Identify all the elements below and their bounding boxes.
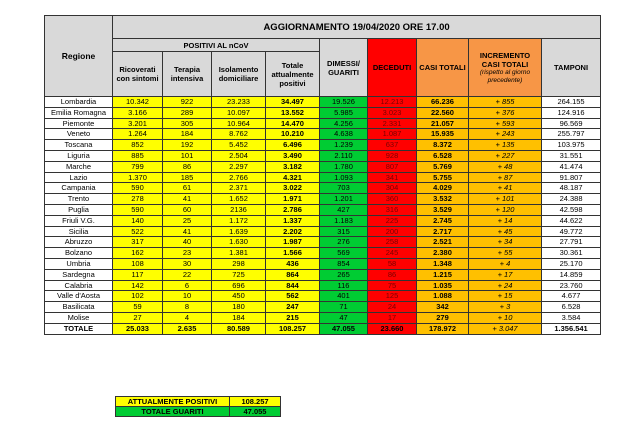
- tamponi-value: 42.598: [542, 204, 601, 215]
- casi-totali-value: 6.528: [417, 150, 469, 161]
- incremento-value: + 14: [469, 215, 542, 226]
- summary-guariti-value: 47.055: [230, 407, 281, 417]
- summary-guariti-label: TOTALE GUARITI: [116, 407, 230, 417]
- table-row: [45, 97, 601, 108]
- positivi-group-header: POSITIVI AL nCoV: [113, 39, 320, 52]
- tamponi-value: 49.772: [542, 226, 601, 237]
- total-ricoverati-value: 25.033: [113, 323, 163, 334]
- region-name: Abruzzo: [45, 237, 113, 248]
- tamponi-value: 27.791: [542, 237, 601, 248]
- ricoverati-value: 885: [113, 150, 163, 161]
- table-row: [45, 204, 601, 215]
- ricoverati-value: 852: [113, 140, 163, 151]
- terapia-value: 25: [163, 215, 212, 226]
- terapia-value: 23: [163, 248, 212, 259]
- summary-positivi-label: ATTUALMENTE POSITIVI: [116, 397, 230, 407]
- ricoverati-value: 590: [113, 204, 163, 215]
- casi-totali-value: 1.035: [417, 280, 469, 291]
- table-row: [45, 312, 601, 323]
- deceduti-value: 245: [368, 248, 417, 259]
- tamponi-value: 6.528: [542, 302, 601, 313]
- dimessi-value: 116: [320, 280, 368, 291]
- ricoverati-value: 1.370: [113, 172, 163, 183]
- deceduti-value: 75: [368, 280, 417, 291]
- casi-totali-value: 5.769: [417, 161, 469, 172]
- deceduti-value: 125: [368, 291, 417, 302]
- deceduti-value: 637: [368, 140, 417, 151]
- ricoverati-value: 142: [113, 280, 163, 291]
- isolamento-value: 1.639: [212, 226, 266, 237]
- table-row: [45, 302, 601, 313]
- dimessi-value: 401: [320, 291, 368, 302]
- region-column-header: Regione: [45, 16, 113, 97]
- table-row: [45, 172, 601, 183]
- region-name: Molise: [45, 312, 113, 323]
- terapia-value: 101: [163, 150, 212, 161]
- summary-positivi-value: 108.257: [230, 397, 281, 407]
- terapia-value: 22: [163, 269, 212, 280]
- ricoverati-value: 102: [113, 291, 163, 302]
- totale-positivi-value: 562: [266, 291, 320, 302]
- region-name: Sicilia: [45, 226, 113, 237]
- dimessi-value: 854: [320, 258, 368, 269]
- ricoverati-value: 522: [113, 226, 163, 237]
- incremento-value: + 120: [469, 204, 542, 215]
- tamponi-value: 44.622: [542, 215, 601, 226]
- isolamento-value: 1.630: [212, 237, 266, 248]
- tamponi-value: 103.975: [542, 140, 601, 151]
- tamponi-value: 31.551: [542, 150, 601, 161]
- total-incremento-value: + 3.047: [469, 323, 542, 334]
- table-row: [45, 269, 601, 280]
- deceduti-value: 341: [368, 172, 417, 183]
- incremento-value: + 45: [469, 226, 542, 237]
- tamponi-value: 23.760: [542, 280, 601, 291]
- casi-totali-value: 342: [417, 302, 469, 313]
- total-totale-positivi-value: 108.257: [266, 323, 320, 334]
- deceduti-value: 2.331: [368, 118, 417, 129]
- dimessi-value: 427: [320, 204, 368, 215]
- tamponi-value: 30.361: [542, 248, 601, 259]
- dimessi-value: 1.780: [320, 161, 368, 172]
- casi-totali-value: 1.215: [417, 269, 469, 280]
- tamponi-value: 3.584: [542, 312, 601, 323]
- incremento-value: + 593: [469, 118, 542, 129]
- terapia-value: 185: [163, 172, 212, 183]
- tamponi-value: 96.569: [542, 118, 601, 129]
- isolamento-value: 2.766: [212, 172, 266, 183]
- dimessi-value: 265: [320, 269, 368, 280]
- dimessi-value: 1.093: [320, 172, 368, 183]
- region-name: Piemonte: [45, 118, 113, 129]
- isolamento-value: 8.762: [212, 129, 266, 140]
- dimessi-value: 1.201: [320, 194, 368, 205]
- terapia-value: 305: [163, 118, 212, 129]
- dimessi-value: 19.526: [320, 97, 368, 108]
- totale-positivi-value: 34.497: [266, 97, 320, 108]
- casi-totali-value: 1.088: [417, 291, 469, 302]
- tamponi-value: 48.187: [542, 183, 601, 194]
- update-title: AGGIORNAMENTO 19/04/2020 ORE 17.00: [113, 16, 601, 39]
- terapia-value: 10: [163, 291, 212, 302]
- tamponi-value: 124.916: [542, 107, 601, 118]
- terapia-value: 4: [163, 312, 212, 323]
- incremento-note: (rispetto al giorno precedente): [479, 68, 531, 84]
- totale-positivi-value: 4.321: [266, 172, 320, 183]
- totale-positivi-value: 2.786: [266, 204, 320, 215]
- ricoverati-value: 317: [113, 237, 163, 248]
- deceduti-value: 807: [368, 161, 417, 172]
- incremento-label: INCREMENTO CASI TOTALI: [479, 50, 531, 69]
- deceduti-value: 304: [368, 183, 417, 194]
- deceduti-value: 316: [368, 204, 417, 215]
- terapia-value: 41: [163, 194, 212, 205]
- totale-positivi-value: 1.971: [266, 194, 320, 205]
- dimessi-value: 4.256: [320, 118, 368, 129]
- total-dimessi-value: 47.055: [320, 323, 368, 334]
- deceduti-column-header: DECEDUTI: [368, 39, 417, 97]
- dimessi-value: 276: [320, 237, 368, 248]
- casi-totali-value: 279: [417, 312, 469, 323]
- incremento-value: + 376: [469, 107, 542, 118]
- isolamento-value: 1.652: [212, 194, 266, 205]
- table-row: [45, 107, 601, 118]
- ricoverati-value: 799: [113, 161, 163, 172]
- table-row: [45, 194, 601, 205]
- incremento-value: + 41: [469, 183, 542, 194]
- deceduti-value: 200: [368, 226, 417, 237]
- ricoverati-value: 162: [113, 248, 163, 259]
- region-name: Emilia Romagna: [45, 107, 113, 118]
- total-deceduti-value: 23.660: [368, 323, 417, 334]
- table-row: [45, 291, 601, 302]
- terapia-value: 30: [163, 258, 212, 269]
- deceduti-value: 225: [368, 215, 417, 226]
- isolamento-value: 2.297: [212, 161, 266, 172]
- region-name: Basilicata: [45, 302, 113, 313]
- summary-table: [115, 396, 281, 417]
- terapia-value: 86: [163, 161, 212, 172]
- ricoverati-column-header: Ricoverati con sintomi: [113, 52, 163, 97]
- region-name: Toscana: [45, 140, 113, 151]
- casi-totali-value: 2.521: [417, 237, 469, 248]
- region-name: Umbria: [45, 258, 113, 269]
- total-region-name: TOTALE: [45, 323, 113, 334]
- totale-positivi-value: 1.566: [266, 248, 320, 259]
- isolamento-value: 1.381: [212, 248, 266, 259]
- deceduti-value: 258: [368, 237, 417, 248]
- totale-positivi-value: 3.022: [266, 183, 320, 194]
- total-tamponi-value: 1.356.541: [542, 323, 601, 334]
- casi-totali-value: 22.560: [417, 107, 469, 118]
- ricoverati-value: 590: [113, 183, 163, 194]
- table-row: [45, 140, 601, 151]
- deceduti-value: 1.087: [368, 129, 417, 140]
- tamponi-value: 24.388: [542, 194, 601, 205]
- tamponi-value: 14.859: [542, 269, 601, 280]
- terapia-value: 61: [163, 183, 212, 194]
- deceduti-value: 360: [368, 194, 417, 205]
- region-name: Liguria: [45, 150, 113, 161]
- totale-positivi-value: 10.210: [266, 129, 320, 140]
- dimessi-column-header: DIMESSI/ GUARITI: [320, 39, 368, 97]
- terapia-value: 922: [163, 97, 212, 108]
- incremento-value: + 243: [469, 129, 542, 140]
- isolamento-value: 5.452: [212, 140, 266, 151]
- terapia-value: 192: [163, 140, 212, 151]
- casi-totali-value: 66.236: [417, 97, 469, 108]
- totale-positivi-value: 247: [266, 302, 320, 313]
- deceduti-value: 17: [368, 312, 417, 323]
- totale-positivi-value: 2.202: [266, 226, 320, 237]
- ricoverati-value: 59: [113, 302, 163, 313]
- dimessi-value: 47: [320, 312, 368, 323]
- totale-positivi-value: 864: [266, 269, 320, 280]
- table-row: [45, 226, 601, 237]
- region-name: Puglia: [45, 204, 113, 215]
- isolamento-value: 2.504: [212, 150, 266, 161]
- total-row: [45, 323, 601, 334]
- terapia-value: 41: [163, 226, 212, 237]
- tamponi-value: 264.155: [542, 97, 601, 108]
- terapia-value: 184: [163, 129, 212, 140]
- isolamento-value: 696: [212, 280, 266, 291]
- table-row: [45, 237, 601, 248]
- incremento-value: + 24: [469, 280, 542, 291]
- isolamento-value: 10.097: [212, 107, 266, 118]
- totale-positivi-column-header: Totale attualmente positivi: [266, 52, 320, 97]
- table-row: [45, 118, 601, 129]
- isolamento-value: 23.233: [212, 97, 266, 108]
- casi-totali-value: 5.755: [417, 172, 469, 183]
- covid-regional-table: [44, 15, 601, 335]
- incremento-value: + 855: [469, 97, 542, 108]
- isolamento-value: 184: [212, 312, 266, 323]
- totale-positivi-value: 436: [266, 258, 320, 269]
- incremento-value: + 87: [469, 172, 542, 183]
- terapia-column-header: Terapia intensiva: [163, 52, 212, 97]
- tamponi-value: 4.677: [542, 291, 601, 302]
- casi-totali-value: 2.745: [417, 215, 469, 226]
- ricoverati-value: 108: [113, 258, 163, 269]
- region-name: Campania: [45, 183, 113, 194]
- total-casi-totali-value: 178.972: [417, 323, 469, 334]
- casi-totali-value: 3.532: [417, 194, 469, 205]
- ricoverati-value: 10.342: [113, 97, 163, 108]
- ricoverati-value: 140: [113, 215, 163, 226]
- casi-totali-value: 2.717: [417, 226, 469, 237]
- casi-totali-value: 2.380: [417, 248, 469, 259]
- region-name: Trento: [45, 194, 113, 205]
- ricoverati-value: 1.264: [113, 129, 163, 140]
- deceduti-value: 3.023: [368, 107, 417, 118]
- isolamento-value: 1.172: [212, 215, 266, 226]
- totale-positivi-value: 844: [266, 280, 320, 291]
- dimessi-value: 315: [320, 226, 368, 237]
- incremento-value: + 101: [469, 194, 542, 205]
- totale-positivi-value: 6.496: [266, 140, 320, 151]
- totale-positivi-value: 3.490: [266, 150, 320, 161]
- table-row: [45, 215, 601, 226]
- total-isolamento-value: 80.589: [212, 323, 266, 334]
- region-name: Marche: [45, 161, 113, 172]
- total-terapia-value: 2.635: [163, 323, 212, 334]
- deceduti-value: 24: [368, 302, 417, 313]
- tamponi-column-header: TAMPONI: [542, 39, 601, 97]
- isolamento-value: 2136: [212, 204, 266, 215]
- dimessi-value: 2.110: [320, 150, 368, 161]
- dimessi-value: 569: [320, 248, 368, 259]
- terapia-value: 40: [163, 237, 212, 248]
- table-row: [45, 258, 601, 269]
- table-row: [45, 183, 601, 194]
- incremento-value: + 34: [469, 237, 542, 248]
- region-name: Lombardia: [45, 97, 113, 108]
- incremento-column-header: [469, 39, 542, 97]
- isolamento-value: 2.371: [212, 183, 266, 194]
- ricoverati-value: 3.201: [113, 118, 163, 129]
- incremento-value: + 3: [469, 302, 542, 313]
- table-row: [45, 150, 601, 161]
- region-name: Calabria: [45, 280, 113, 291]
- dimessi-value: 5.985: [320, 107, 368, 118]
- deceduti-value: 928: [368, 150, 417, 161]
- isolamento-column-header: Isolamento domiciliare: [212, 52, 266, 97]
- tamponi-value: 25.170: [542, 258, 601, 269]
- incremento-value: + 15: [469, 291, 542, 302]
- totale-positivi-value: 3.182: [266, 161, 320, 172]
- incremento-value: + 10: [469, 312, 542, 323]
- table-row: [45, 161, 601, 172]
- tamponi-value: 91.807: [542, 172, 601, 183]
- dimessi-value: 703: [320, 183, 368, 194]
- region-name: Bolzano: [45, 248, 113, 259]
- totale-positivi-value: 1.987: [266, 237, 320, 248]
- incremento-value: + 227: [469, 150, 542, 161]
- casi-totali-value: 8.372: [417, 140, 469, 151]
- totale-positivi-value: 14.470: [266, 118, 320, 129]
- casi-totali-value: 1.348: [417, 258, 469, 269]
- table-row: [45, 129, 601, 140]
- terapia-value: 8: [163, 302, 212, 313]
- terapia-value: 60: [163, 204, 212, 215]
- region-name: Lazio: [45, 172, 113, 183]
- region-name: Valle d'Aosta: [45, 291, 113, 302]
- tamponi-value: 255.797: [542, 129, 601, 140]
- ricoverati-value: 117: [113, 269, 163, 280]
- deceduti-value: 12.213: [368, 97, 417, 108]
- ricoverati-value: 278: [113, 194, 163, 205]
- incremento-value: + 4: [469, 258, 542, 269]
- table-row: [45, 280, 601, 291]
- casi-totali-value: 21.057: [417, 118, 469, 129]
- dimessi-value: 4.638: [320, 129, 368, 140]
- isolamento-value: 10.964: [212, 118, 266, 129]
- isolamento-value: 450: [212, 291, 266, 302]
- casi-totali-value: 15.935: [417, 129, 469, 140]
- incremento-value: + 48: [469, 161, 542, 172]
- region-name: Sardegna: [45, 269, 113, 280]
- region-name: Friuli V.G.: [45, 215, 113, 226]
- dimessi-value: 1.239: [320, 140, 368, 151]
- ricoverati-value: 27: [113, 312, 163, 323]
- terapia-value: 289: [163, 107, 212, 118]
- ricoverati-value: 3.166: [113, 107, 163, 118]
- isolamento-value: 298: [212, 258, 266, 269]
- totale-positivi-value: 13.552: [266, 107, 320, 118]
- totale-positivi-value: 1.337: [266, 215, 320, 226]
- table-row: [45, 248, 601, 259]
- deceduti-value: 58: [368, 258, 417, 269]
- deceduti-value: 86: [368, 269, 417, 280]
- incremento-value: + 17: [469, 269, 542, 280]
- totale-positivi-value: 215: [266, 312, 320, 323]
- casi-column-header: CASI TOTALI: [417, 39, 469, 97]
- dimessi-value: 1.183: [320, 215, 368, 226]
- terapia-value: 6: [163, 280, 212, 291]
- dimessi-value: 71: [320, 302, 368, 313]
- incremento-value: + 135: [469, 140, 542, 151]
- casi-totali-value: 4.029: [417, 183, 469, 194]
- region-name: Veneto: [45, 129, 113, 140]
- tamponi-value: 41.474: [542, 161, 601, 172]
- casi-totali-value: 3.529: [417, 204, 469, 215]
- covid-regional-table-container: [44, 15, 601, 335]
- isolamento-value: 180: [212, 302, 266, 313]
- incremento-value: + 55: [469, 248, 542, 259]
- isolamento-value: 725: [212, 269, 266, 280]
